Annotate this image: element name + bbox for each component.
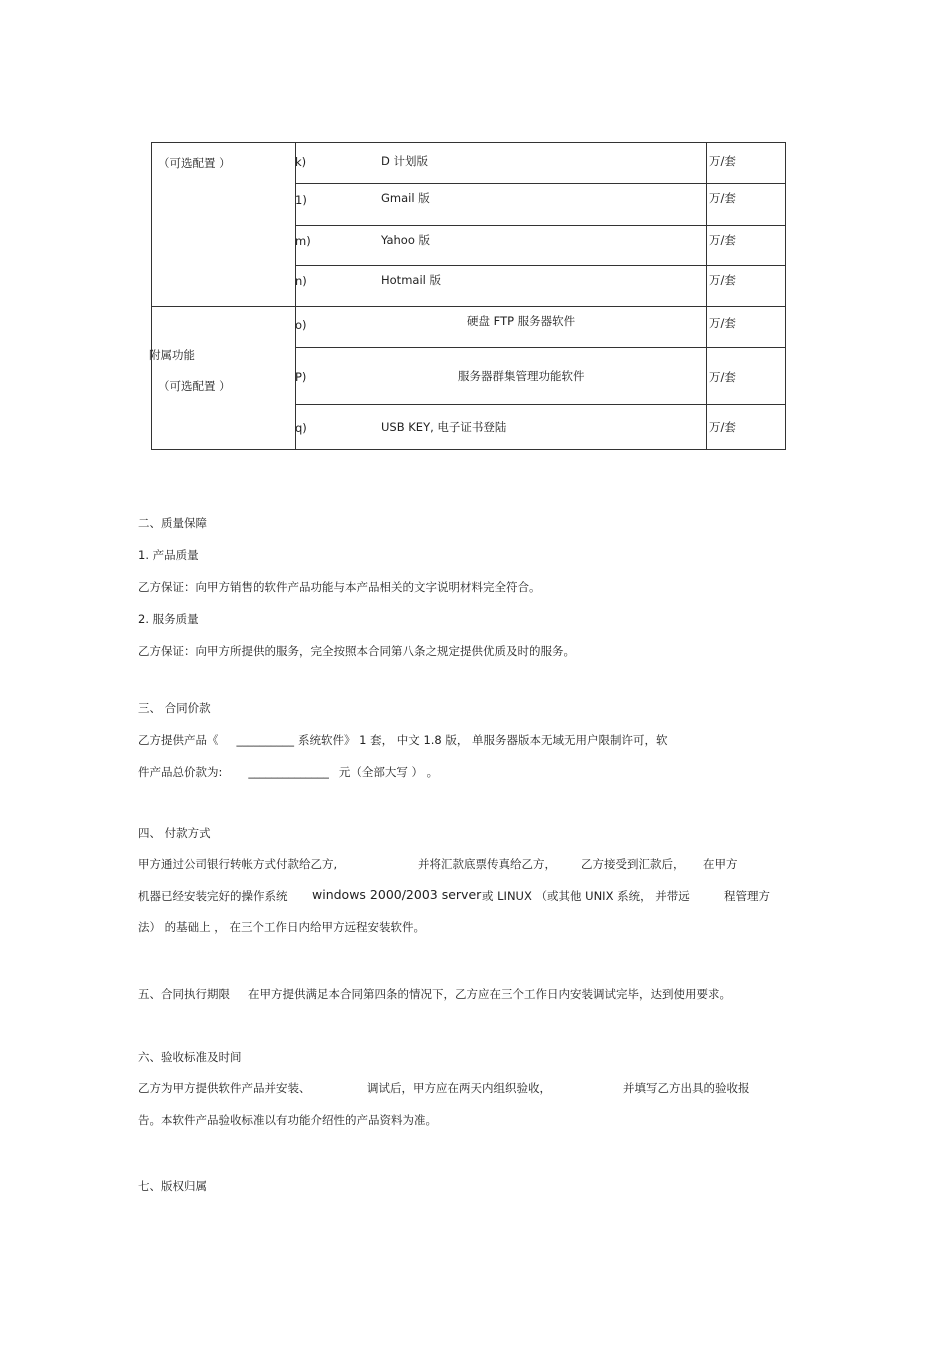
section-heading: 四、 付款方式: [138, 826, 211, 840]
row-unit: 万/套: [709, 233, 736, 247]
row-name: D 计划版: [381, 154, 429, 168]
paragraph: 法） 的基础上 ， 在三个工作日内给甲方远程安装软件。: [138, 920, 425, 934]
paragraph: [138, 732, 668, 748]
row-code: q): [295, 421, 307, 435]
row-name: USB KEY, 电子证书登陆: [381, 420, 507, 434]
text-fragment: 乙方提供产品《: [138, 733, 219, 747]
text-fragment: 甲方通过公司银行转帐方式付款给乙方,: [138, 857, 338, 871]
section-heading: 六、验收标准及时间: [138, 1050, 242, 1064]
row-name: Gmail 版: [381, 191, 430, 205]
group-label-addon: 附属功能: [149, 348, 195, 362]
text-fragment: 乙方接受到汇款后，: [581, 857, 685, 871]
section-heading: 三、 合同价款: [138, 701, 211, 715]
row-unit: 万/套: [709, 316, 736, 330]
row-name: 服务器群集管理功能软件: [458, 369, 585, 383]
row-name: Hotmail 版: [381, 273, 441, 287]
row-code: o): [295, 318, 307, 332]
text-fragment: 件产品总价款为:: [138, 765, 223, 779]
text-fragment: 机器已经安装完好的操作系统: [138, 889, 288, 903]
group-label-optional-1: （可选配置 ）: [158, 156, 231, 170]
text-fragment: windows 2000/2003 server: [312, 887, 482, 902]
text-fragment: 并将汇款底票传真给乙方，: [418, 857, 556, 871]
subsection-title: 1. 产品质量: [138, 548, 199, 562]
row-code: m): [295, 234, 311, 248]
row-unit: 万/套: [709, 420, 736, 434]
subsection-title: 2. 服务质量: [138, 612, 199, 626]
text-fragment: 程管理方: [724, 889, 770, 903]
group-label-optional-2: （可选配置 ）: [158, 379, 231, 393]
section-heading: 五、合同执行期限: [138, 987, 230, 1001]
row-code: 1): [295, 193, 307, 207]
row-unit: 万/套: [709, 191, 736, 205]
text-fragment: 系统软件》 1 套， 中文 1.8 版， 单服务器版本无域无用户限制许可，软: [298, 733, 668, 747]
row-name: 硬盘 FTP 服务器软件: [467, 314, 576, 328]
paragraph: 乙方保证：向甲方所提供的服务，完全按照本合同第八条之规定提供优质及时的服务。: [138, 644, 575, 658]
row-unit: 万/套: [709, 370, 736, 384]
row-unit: 万/套: [709, 273, 736, 287]
paragraph: [138, 764, 438, 780]
price-table: [151, 142, 785, 449]
text-fragment: 并填写乙方出具的验收报: [623, 1081, 750, 1095]
paragraph: 告。本软件产品验收标准以有功能介绍性的产品资料为准。: [138, 1113, 437, 1127]
row-code: n): [295, 274, 307, 288]
text-fragment: 在甲方: [703, 857, 738, 871]
row-code: P): [295, 370, 307, 384]
paragraph: 乙方保证：向甲方销售的软件产品功能与本产品相关的文字说明材料完全符合。: [138, 580, 541, 594]
row-code: k): [295, 155, 307, 169]
blank-total-price: ______________: [248, 765, 329, 779]
section-heading: 七、版权归属: [138, 1179, 207, 1193]
text-fragment: 或 LINUX （或其他 UNIX 系统， 并带远: [482, 889, 690, 903]
section-heading: 二、质量保障: [138, 516, 207, 530]
text-fragment: 元（全部大写 ） 。: [338, 765, 439, 779]
row-unit: 万/套: [709, 154, 736, 168]
text-fragment: 调试后，甲方应在两天内组织验收，: [367, 1081, 551, 1095]
text-fragment: 乙方为甲方提供软件产品并安装、: [138, 1081, 311, 1095]
paragraph: 在甲方提供满足本合同第四条的情况下，乙方应在三个工作日内安装调试完毕，达到使用要求。: [248, 987, 731, 1001]
row-name: Yahoo 版: [381, 233, 431, 247]
blank-product-name: __________: [236, 733, 294, 747]
